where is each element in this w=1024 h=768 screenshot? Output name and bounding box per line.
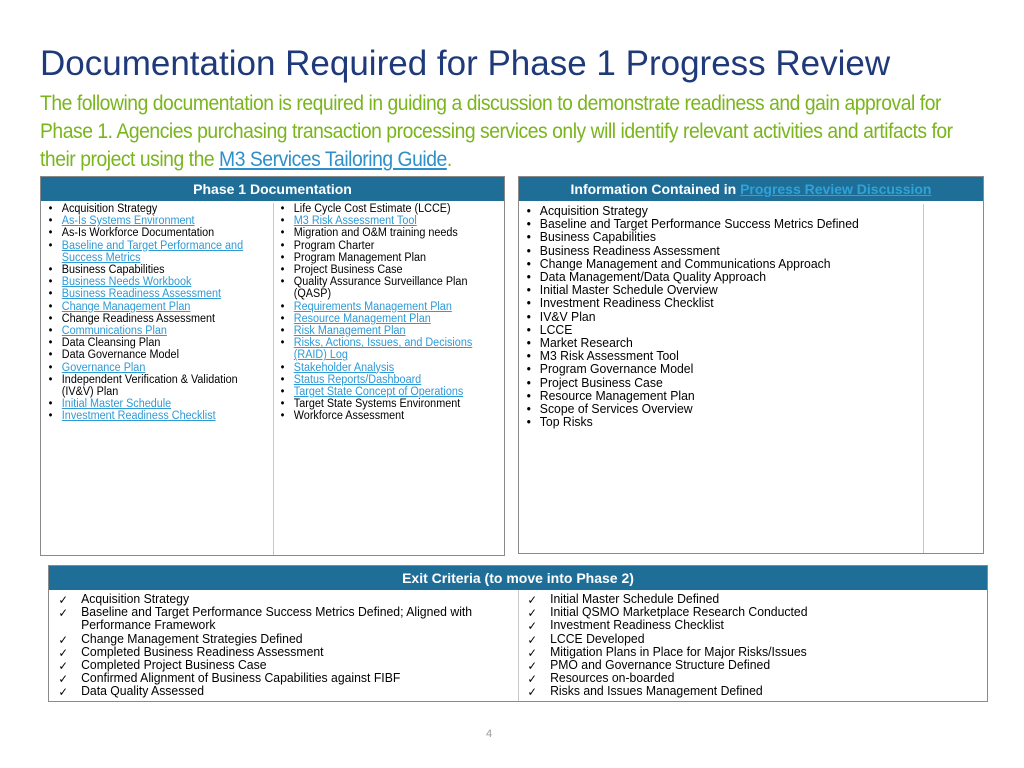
doc-list-item[interactable] [43, 276, 270, 288]
doc-link[interactable]: Resource Management Plan [293, 312, 431, 325]
info-list-item: • Project Business Case [521, 376, 920, 389]
exit-right-column [520, 592, 986, 701]
exit-criteria-text: Confirmed Alignment of Business Capabilities against FIBF [81, 670, 401, 686]
exit-left-column [51, 592, 517, 701]
doc-text: Quality Assurance Surveillance Plan (QASP) [293, 276, 468, 301]
info-list-item: • Resource Management Plan [521, 389, 920, 402]
page-title: Documentation Required for Phase 1 Progress Review [40, 44, 891, 83]
checkmark-icon: ✓ [58, 659, 68, 674]
doc-link[interactable]: Business Needs Workbook [61, 276, 192, 289]
page-number: 4 [485, 728, 493, 740]
doc-text: Acquisition Strategy [61, 203, 158, 215]
exit-criteria-text: Baseline and Target Performance Success Metrics Defined; Aligned with Performance Framework [81, 604, 473, 633]
doc-list-item[interactable] [275, 374, 502, 386]
doc-list-item[interactable] [43, 325, 270, 337]
doc-list-item [43, 264, 270, 276]
phase1-left-column [43, 203, 271, 555]
phase1-right-column [275, 203, 503, 555]
info-list-item: • Business Capabilities [521, 230, 920, 243]
doc-text: Change Readiness Assessment [61, 312, 216, 325]
checkmark-icon: ✓ [58, 685, 68, 700]
info-right-divider [923, 204, 924, 553]
exit-criteria-text: Initial QSMO Marketplace Research Conducted [550, 604, 808, 620]
doc-list-item [43, 337, 270, 349]
doc-list-item [275, 240, 502, 252]
phase1-left-list [43, 203, 271, 423]
info-contained-panel [518, 176, 984, 554]
doc-text: Migration and O&M training needs [293, 227, 458, 240]
doc-link[interactable]: M3 Risk Assessment Tool [293, 215, 417, 228]
doc-link[interactable]: Governance Plan [61, 361, 146, 374]
checkmark-icon: ✓ [527, 632, 537, 647]
exit-criteria-header: Exit Criteria (to move into Phase 2) [49, 566, 987, 590]
exit-criteria-text: Change Management Strategies Defined [81, 630, 303, 646]
doc-list-item [275, 203, 502, 215]
info-list-item: • IV&V Plan [521, 310, 920, 323]
checkmark-icon: ✓ [527, 672, 537, 687]
doc-link[interactable]: Status Reports/Dashboard [293, 373, 422, 386]
doc-text: Data Governance Model [61, 349, 179, 362]
doc-list-item[interactable] [275, 313, 502, 325]
doc-link[interactable]: Change Management Plan [61, 300, 191, 313]
doc-link[interactable]: As-Is Systems Environment [61, 215, 195, 228]
phase1-documentation-header: Phase 1 Documentation [41, 177, 504, 201]
doc-list-item[interactable] [275, 325, 502, 337]
exit-criteria-panel [48, 565, 988, 702]
checkmark-icon: ✓ [527, 619, 537, 634]
tailoring-guide-link[interactable]: M3 Services Tailoring Guide [219, 148, 447, 171]
exit-criteria-text: Data Quality Assessed [81, 683, 205, 699]
checkmark-icon: ✓ [527, 645, 537, 660]
exit-left-list [51, 592, 517, 698]
doc-text: Workforce Assessment [293, 410, 405, 423]
exit-criteria-text: Risks and Issues Management Defined [550, 683, 763, 699]
checkmark-icon: ✓ [58, 593, 68, 607]
doc-list-item [275, 398, 502, 410]
doc-list-item[interactable] [43, 215, 270, 227]
info-list-item: • Top Risks [521, 415, 920, 428]
phase1-right-list [275, 203, 503, 423]
doc-text: Project Business Case [293, 264, 403, 277]
doc-link[interactable]: Business Readiness Assessment [61, 288, 222, 301]
exit-divider [518, 590, 519, 701]
info-list-item: • Initial Master Schedule Overview [521, 283, 920, 296]
subtitle-end: . [446, 148, 452, 171]
exit-criteria-text: Completed Business Readiness Assessment [81, 643, 324, 659]
doc-list-item [43, 313, 270, 325]
info-list [521, 204, 921, 428]
doc-list-item [275, 252, 502, 264]
doc-list-item[interactable] [43, 362, 270, 374]
doc-link[interactable]: Stakeholder Analysis [293, 361, 395, 374]
doc-text: Life Cycle Cost Estimate (LCCE) [293, 203, 451, 215]
info-list-item: • Scope of Services Overview [521, 402, 920, 415]
checkmark-icon: ✓ [58, 632, 68, 647]
phase1-documentation-panel [40, 176, 505, 556]
info-list-item: • Data Management/Data Quality Approach [521, 270, 920, 283]
doc-list-item [43, 203, 270, 215]
checkmark-icon: ✓ [58, 645, 68, 660]
doc-list-item[interactable] [43, 410, 270, 422]
doc-list-item [43, 349, 270, 361]
info-list-item: • M3 Risk Assessment Tool [521, 349, 920, 362]
column-divider [273, 203, 274, 555]
checkmark-icon: ✓ [527, 606, 537, 621]
doc-text: Program Management Plan [293, 251, 427, 264]
doc-text: Independent Verification & Validation (IV&V) Plan [61, 373, 238, 399]
checkmark-icon: ✓ [58, 672, 68, 687]
doc-list-item[interactable] [275, 215, 502, 227]
exit-criteria-text: PMO and Governance Structure Defined [550, 657, 771, 673]
doc-list-item [43, 374, 270, 398]
exit-criteria-item [520, 683, 984, 700]
exit-criteria-text: Acquisition Strategy [81, 591, 190, 606]
progress-review-link[interactable]: Progress Review Discussion [740, 181, 932, 197]
doc-link[interactable]: Risks, Actions, Issues, and Decisions (RAID) Log [293, 337, 473, 362]
doc-link[interactable]: Target State Concept of Operations [293, 386, 464, 399]
doc-list-item[interactable] [275, 362, 502, 374]
exit-criteria-text: Completed Project Business Case [81, 657, 267, 673]
exit-criteria-text: Mitigation Plans in Place for Major Risks/Issues [550, 643, 807, 659]
doc-list-item [275, 410, 502, 422]
exit-criteria-text: LCCE Developed [550, 630, 645, 646]
doc-list-item[interactable] [43, 301, 270, 313]
doc-list-item[interactable] [275, 301, 502, 313]
exit-criteria-text: Initial Master Schedule Defined [550, 591, 720, 606]
subtitle-text: The following documentation is required in guiding a discussion to demonstrate readiness and gain approval for Phase 1. Agencies purchasing transaction processing services only will identify relevant activities and artifacts for their project using the [40, 92, 953, 171]
checkmark-icon: ✓ [527, 593, 537, 607]
doc-list-item[interactable] [43, 288, 270, 300]
doc-list-item[interactable] [43, 398, 270, 410]
checkmark-icon: ✓ [58, 606, 68, 621]
exit-right-list [520, 592, 986, 698]
doc-list-item[interactable] [43, 240, 270, 264]
exit-criteria-item [51, 605, 515, 631]
doc-list-item [43, 227, 270, 239]
info-column [521, 204, 921, 553]
doc-link[interactable]: Baseline and Target Performance and Success Metrics [61, 239, 244, 264]
info-list-item: • Investment Readiness Checklist [521, 296, 920, 309]
info-list-item: • Market Research [521, 336, 920, 349]
doc-link[interactable]: Risk Management Plan [293, 325, 406, 338]
info-list-item: • Change Management and Communications Approach [521, 257, 920, 270]
exit-criteria-text: Resources on-boarded [550, 670, 675, 686]
info-list-item: • Baseline and Target Performance Success Metrics Defined [521, 217, 920, 230]
doc-text: Program Charter [293, 239, 375, 252]
doc-list-item [275, 276, 502, 300]
doc-text: Data Cleansing Plan [61, 337, 161, 350]
doc-link[interactable]: Communications Plan [61, 325, 167, 338]
info-contained-header [519, 177, 983, 201]
doc-list-item [275, 227, 502, 239]
doc-list-item [275, 264, 502, 276]
doc-text: As-Is Workforce Documentation [61, 227, 215, 240]
info-list-item: • Acquisition Strategy [521, 204, 920, 217]
checkmark-icon: ✓ [527, 659, 537, 674]
info-list-item: • Program Governance Model [521, 362, 920, 375]
doc-text: Business Capabilities [61, 264, 165, 277]
info-header-prefix: Information Contained in [570, 181, 741, 197]
doc-link[interactable]: Requirements Management Plan [293, 300, 452, 313]
doc-list-item[interactable] [275, 337, 502, 361]
info-list-item: • Business Readiness Assessment [521, 244, 920, 257]
doc-text: Target State Systems Environment [293, 398, 461, 411]
checkmark-icon: ✓ [527, 685, 537, 700]
page-subtitle [40, 90, 988, 174]
exit-criteria-text: Investment Readiness Checklist [550, 617, 724, 633]
doc-link[interactable]: Initial Master Schedule [61, 398, 172, 411]
doc-link[interactable]: Investment Readiness Checklist [61, 410, 216, 423]
doc-list-item[interactable] [275, 386, 502, 398]
info-list-item: • LCCE [521, 323, 920, 336]
exit-criteria-item [51, 683, 515, 700]
